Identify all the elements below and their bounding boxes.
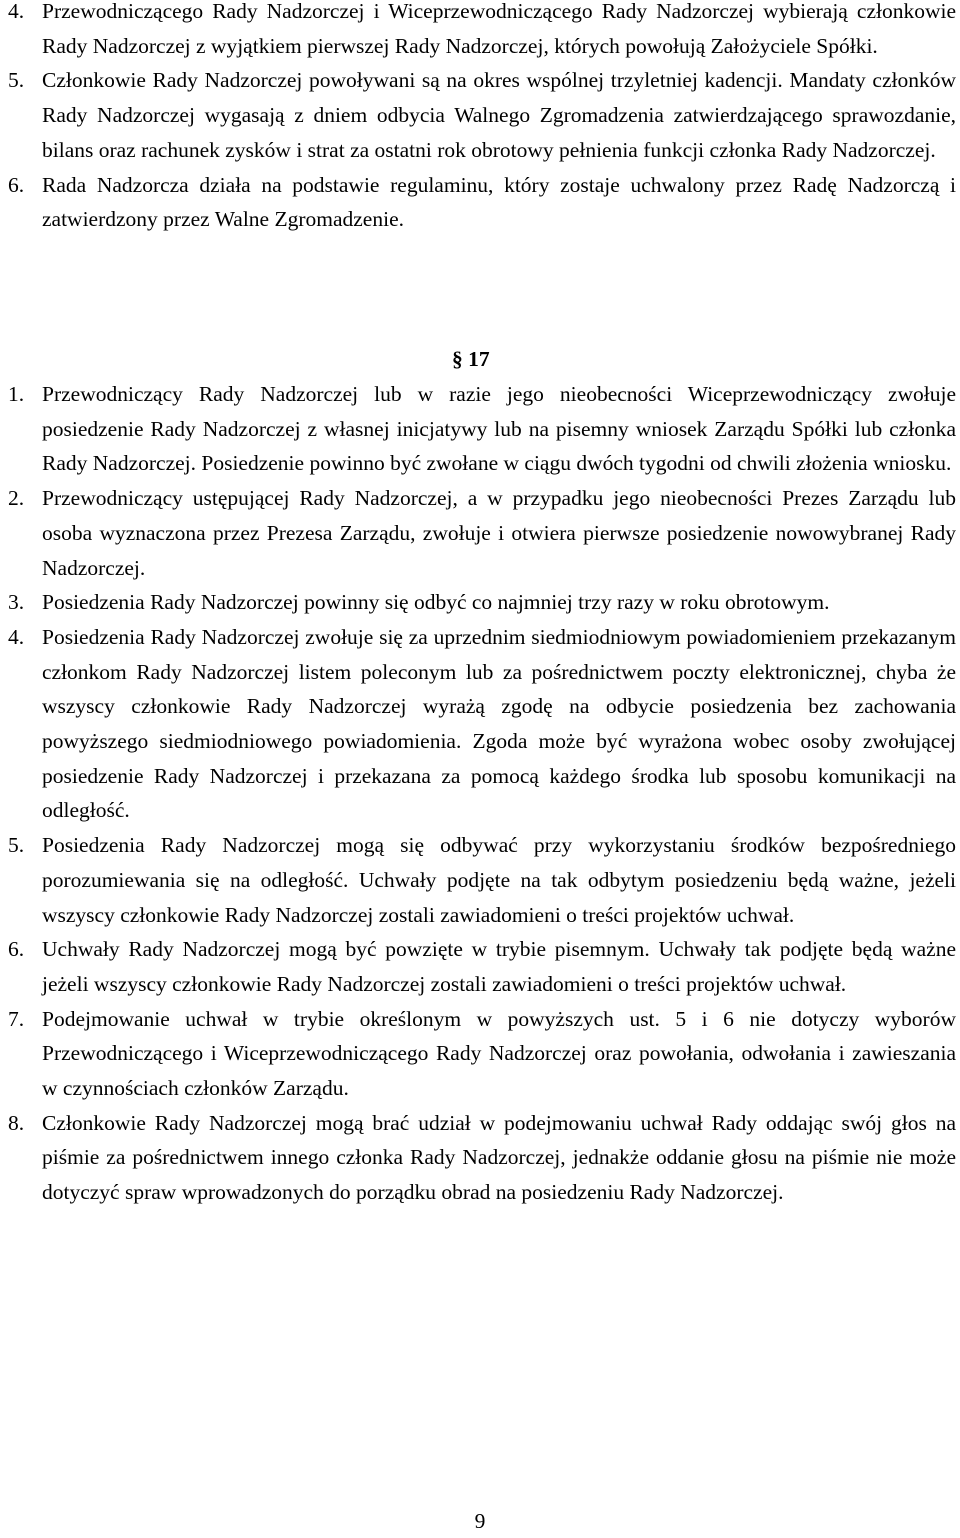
item-number: 8. — [8, 1110, 25, 1135]
list-item — [8, 63, 956, 167]
list-item — [8, 0, 956, 63]
item-text: Przewodniczący Rady Nadzorczej lub w razie jego nieobecności Wiceprzewodniczący zwołuje posiedzenie Rady Nadzorczej z własnej inicjatywy lub na pisemny wniosek Zarządu Spółki lub członka Rady Nadzorczej. Posiedzenie powinno być zwołane w ciągu dwóch tygodni od chwili złożenia wniosku. — [42, 382, 956, 476]
item-number: 2. — [8, 486, 25, 511]
item-text: Posiedzenia Rady Nadzorczej powinny się odbyć co najmniej trzy razy w roku obrotowym. — [42, 590, 830, 615]
list-item — [8, 1002, 956, 1106]
item-text: Posiedzenia Rady Nadzorczej zwołuje się za uprzednim siedmiodniowym powiadomieniem przekazanym członkom Rady Nadzorczej listem poleconym lub za pośrednictwem poczty elektronicznej, chyba że wszyscy członkowie Rady Nadzorczej wyrażą zgodę na odbycie posiedzenia bez zachowania powyższego siedmiodniowego powiadomienia. Zgoda może być wyrażona wobec osoby zwołującej posiedzenie Rady Nadzorczej i przekazana za pomocą każdego środka lub sposobu komunikacji na odległość. — [42, 624, 956, 823]
item-text: Rada Nadzorcza działa na podstawie regulaminu, który zostaje uchwalony przez Radę Nadzorczą i zatwierdzony przez Walne Zgromadzenie. — [42, 172, 956, 232]
item-text: Uchwały Rady Nadzorczej mogą być powzięte w trybie pisemnym. Uchwały tak podjęte będą ważne jeżeli wszyscy członkowie Rady Nadzorczej zostali zawiadomieni o treści projektów uchwał. — [42, 937, 956, 996]
item-text: Przewodniczący ustępującej Rady Nadzorczej, a w przypadku jego nieobecności Prezes Zarządu lub osoba wyznaczona przez Prezesa Zarządu, zwołuje i otwiera pierwsze posiedzenie nowowybranej Rady Nadzorczej. — [42, 486, 956, 580]
list-item — [8, 168, 956, 237]
item-text: Członkowie Rady Nadzorczej mogą brać udział w podejmowaniu uchwał Rady oddając swój głos na piśmie za pośrednictwem innego członka Rady Nadzorczej, jednakże oddanie głosu na piśmie nie może dotyczyć spraw wprowadzonych do porządku obrad na posiedzeniu Rady Nadzorczej. — [42, 1110, 956, 1205]
item-text: Posiedzenia Rady Nadzorczej mogą się odbywać przy wykorzystaniu środków bezpośredniego porozumiewania się na odległość. Uchwały podjęte na tak odbytym posiedzeniu będą ważne, jeżeli wszyscy członkowie Rady Nadzorczej zostali zawiadomieni o treści projektów uchwał. — [42, 833, 956, 927]
item-text: Podejmowanie uchwał w trybie określonym w powyższych ust. 5 i 6 nie dotyczy wyborów Przewodniczącego i Wiceprzewodniczącego Rady Nadzorczej oraz powołania, odwołania i zawieszania w czynnościach członków Zarządu. — [42, 1006, 956, 1101]
list-item — [8, 620, 956, 828]
list-item — [8, 1106, 956, 1210]
item-number: 6. — [8, 172, 25, 197]
list-item — [8, 932, 956, 1001]
previous-section-list — [8, 0, 956, 237]
item-number: 4. — [8, 0, 25, 23]
list-item — [8, 828, 956, 932]
item-number: 1. — [8, 382, 25, 406]
section-heading: § 17 — [452, 347, 490, 371]
list-item — [8, 377, 956, 481]
item-number: 6. — [8, 937, 25, 962]
section-17-list — [8, 377, 956, 1210]
list-item — [8, 481, 956, 585]
item-text: Członkowie Rady Nadzorczej powoływani są na okres wspólnej trzyletniej kadencji. Mandaty członków Rady Nadzorczej wygasają z dniem odbycia Walnego Zgromadzenia zatwierdzającego sprawozdanie, bilans oraz rachunek zysków i strat za ostatni rok obrotowy pełnienia funkcji członka Rady Nadzorczej. — [42, 68, 956, 162]
list-item — [8, 585, 956, 620]
item-number: 3. — [8, 590, 25, 615]
item-number: 7. — [8, 1006, 25, 1031]
page-number: 9 — [474, 1509, 486, 1533]
item-number: 5. — [8, 68, 25, 93]
item-number: 4. — [8, 624, 25, 649]
item-number: 5. — [8, 833, 25, 858]
item-text: Przewodniczącego Rady Nadzorczej i Wiceprzewodniczącego Rady Nadzorczej wybierają członkowie Rady Nadzorczej z wyjątkiem pierwszej Rady Nadzorczej, których powołują Założyciele Spółki. — [42, 0, 956, 58]
